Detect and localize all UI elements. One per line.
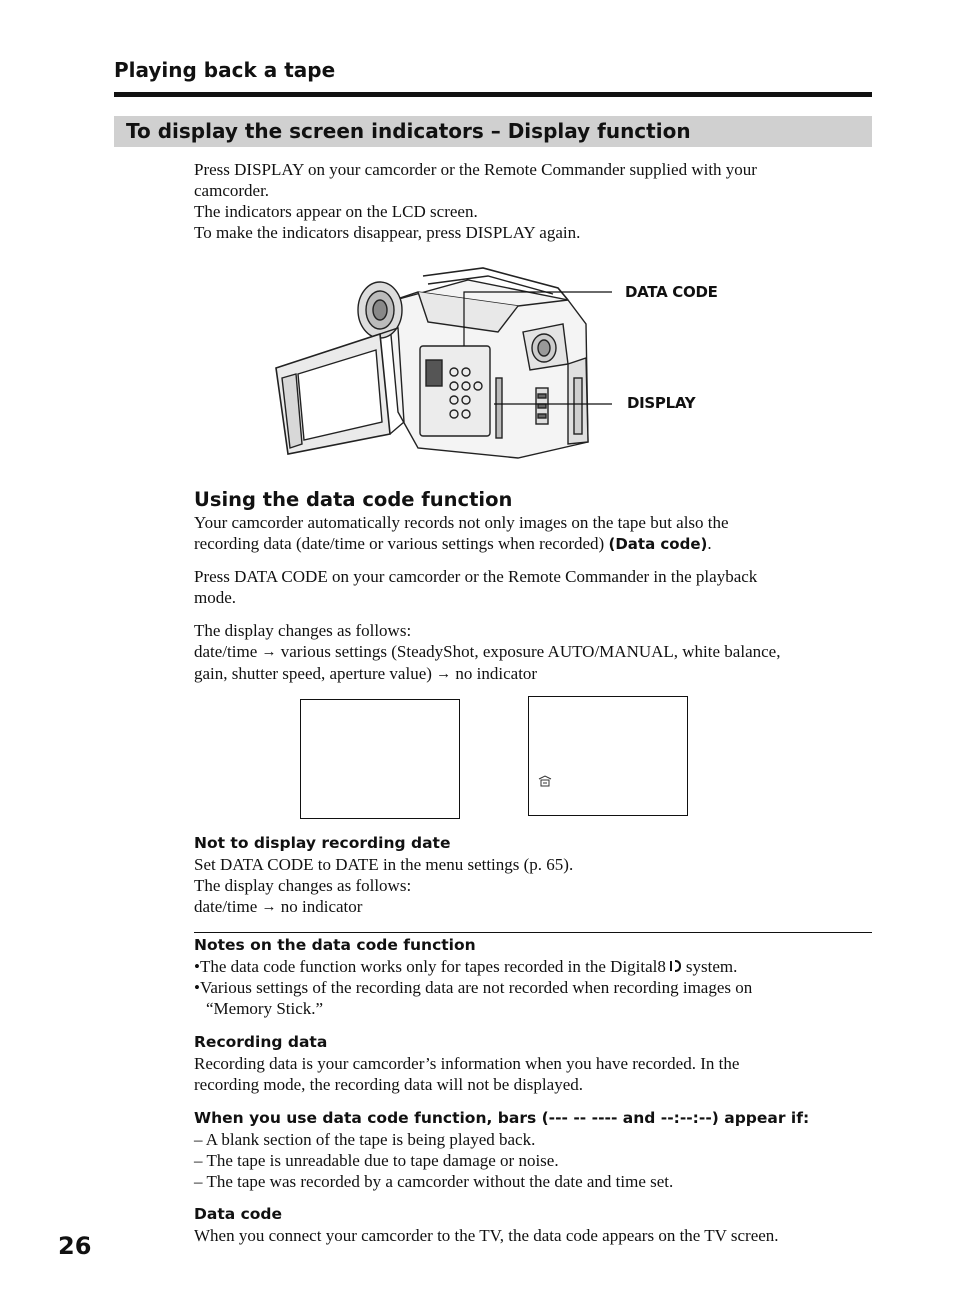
- data-code-term: (Data code): [608, 535, 708, 553]
- text-span: date/time: [194, 642, 258, 661]
- text-span: Various settings of the recording data are not recorded when recording images on: [199, 978, 753, 997]
- display-callout: DISPLAY: [627, 394, 696, 412]
- text-line: The display changes as follows:: [194, 621, 412, 640]
- text-line: When you connect your camcorder to the TV, the data code appears on the TV screen.: [194, 1226, 779, 1245]
- notes-list: [194, 956, 874, 1019]
- data-code-paragraph: [194, 1225, 874, 1246]
- data-code-subheading: Using the data code function: [194, 488, 513, 511]
- list-item: – The tape is unreadable due to tape damage or noise.: [194, 1151, 559, 1170]
- intro-line: Press DISPLAY on your camcorder or the Remote Commander supplied with your: [194, 160, 757, 179]
- text-line: mode.: [194, 588, 237, 607]
- recording-data-heading: Recording data: [194, 1033, 328, 1051]
- text-line: “Memory Stick.”: [206, 999, 324, 1018]
- intro-line: To make the indicators disappear, press DISPLAY again.: [194, 223, 581, 242]
- text-line: [194, 641, 874, 663]
- arrow-right-icon: →: [261, 899, 277, 915]
- text-line: Your camcorder automatically records not only images on the tape but also the: [194, 513, 729, 532]
- list-item: •Various settings of the recording data are not recorded when recording images on: [194, 978, 753, 997]
- text-line: [194, 533, 874, 555]
- text-line: Press DATA CODE on your camcorder or the Remote Commander in the playback: [194, 567, 758, 586]
- notes-divider: [194, 932, 872, 933]
- text-span: .: [707, 534, 712, 553]
- text-line: recording mode, the recording data will not be displayed.: [194, 1075, 583, 1094]
- data-code-callout: DATA CODE: [625, 283, 718, 301]
- text-span: The data code function works only for tapes recorded in the Digital8: [199, 957, 666, 976]
- text-line: The display changes as follows:: [194, 876, 412, 895]
- page-number: 26: [58, 1232, 92, 1260]
- arrow-right-icon: →: [436, 666, 452, 682]
- data-code-heading: Data code: [194, 1205, 283, 1223]
- page-header-title: Playing back a tape: [114, 58, 336, 82]
- text-span: gain, shutter speed, aperture value): [194, 664, 432, 683]
- text-line: Set DATA CODE to DATE in the menu settings (p. 65).: [194, 855, 574, 874]
- recording-data-paragraph: [194, 1053, 874, 1095]
- text-line: [194, 896, 874, 918]
- text-line: [194, 663, 874, 685]
- section-title: To display the screen indicators – Display function: [126, 119, 691, 143]
- intro-paragraph: [194, 159, 874, 243]
- not-display-paragraph: [194, 854, 874, 918]
- text-span: no indicator: [455, 664, 538, 683]
- screen-example-settings: [528, 696, 688, 816]
- text-span: various settings (SteadyShot, exposure AUTO/MANUAL, white balance,: [280, 642, 781, 661]
- data-code-paragraph-2: [194, 566, 874, 608]
- data-code-paragraph-3: [194, 620, 874, 685]
- text-span: no indicator: [280, 897, 363, 916]
- data-code-paragraph-1: [194, 512, 874, 555]
- digital8-logo-icon: [668, 959, 684, 973]
- intro-line: camcorder.: [194, 181, 270, 200]
- list-item: •The data code function works only for tapes recorded in the Digital8 system.: [194, 957, 738, 976]
- text-span: system.: [685, 957, 738, 976]
- steadyshot-icon: [537, 775, 553, 789]
- bars-list: [194, 1129, 874, 1192]
- text-span: date/time: [194, 897, 258, 916]
- arrow-right-icon: →: [261, 644, 277, 660]
- text-line: Recording data is your camcorder’s information when you have recorded. In the: [194, 1054, 740, 1073]
- text-span: recording data (date/time or various settings when recorded): [194, 534, 605, 553]
- list-item: – A blank section of the tape is being played back.: [194, 1130, 536, 1149]
- list-item: – The tape was recorded by a camcorder without the date and time set.: [194, 1172, 674, 1191]
- header-rule: [114, 92, 872, 97]
- bars-heading: When you use data code function, bars (--- -- ---- and --:--:--) appear if:: [194, 1109, 810, 1127]
- screen-example-date-time: [300, 699, 460, 819]
- intro-line: The indicators appear on the LCD screen.: [194, 202, 478, 221]
- notes-heading: Notes on the data code function: [194, 936, 476, 954]
- not-display-heading: Not to display recording date: [194, 834, 451, 852]
